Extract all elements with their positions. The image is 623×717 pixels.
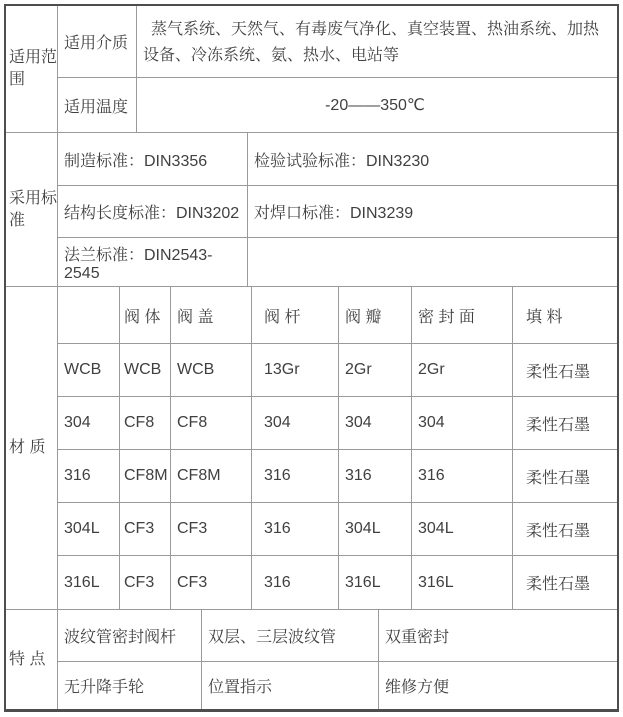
material-cell: CF3 <box>120 503 171 555</box>
material-row-316 <box>58 450 617 503</box>
table-row <box>58 662 617 709</box>
feature-double-seal: 双重密封 <box>385 629 450 646</box>
flange-standard: 法兰标准：DIN2543-2545 <box>58 238 248 286</box>
table-row <box>58 238 617 286</box>
feature-easy-maintenance: 维修方便 <box>385 679 450 696</box>
material-cell: WCB <box>120 344 171 396</box>
applicable-temperature-value: -20——350℃ <box>325 97 425 114</box>
butt-weld-standard: 对焊口标准：DIN3239 <box>254 205 414 222</box>
material-cell: 316 <box>412 450 513 502</box>
structure-length-standard: 结构长度标准：DIN3202 <box>58 186 248 237</box>
material-cell: 304L <box>339 503 412 555</box>
material-row-304 <box>58 397 617 450</box>
applicable-temperature-label: 适用温度 <box>58 78 137 132</box>
applicable-medium-label: 适用介质 <box>58 6 137 77</box>
empty-cell <box>248 238 617 286</box>
material-cell: 316L <box>412 556 513 609</box>
table-row <box>58 78 617 132</box>
material-cell: 304L <box>58 503 120 555</box>
material-cell: WCB <box>58 344 120 396</box>
material-cell: CF8 <box>171 397 252 449</box>
section-materials <box>6 287 617 610</box>
manufacturing-standard: 制造标准：DIN3356 <box>58 133 248 185</box>
material-cell: 柔性石墨 <box>526 576 591 593</box>
inspection-test-standard: 检验试验标准：DIN3230 <box>254 152 430 170</box>
features-section-label: 特 点 <box>6 610 58 709</box>
header-sealing-face: 密 封 面 <box>412 287 513 343</box>
header-valve-stem: 阀 杆 <box>252 287 339 343</box>
material-cell: CF8 <box>120 397 171 449</box>
section-features <box>6 610 617 709</box>
material-cell: 柔性石墨 <box>526 522 591 540</box>
header-grade <box>58 287 120 343</box>
table-row <box>58 186 617 238</box>
feature-position-indicator: 位置指示 <box>202 662 379 709</box>
material-cell: WCB <box>171 344 252 396</box>
table-row <box>58 133 617 186</box>
material-cell: 304L <box>412 503 513 555</box>
material-cell: CF3 <box>120 556 171 609</box>
materials-header-row <box>58 287 617 344</box>
material-cell: CF3 <box>171 556 252 609</box>
header-valve-disc: 阀 瓣 <box>339 287 412 343</box>
material-cell: 316 <box>58 450 120 502</box>
material-cell: CF8M <box>171 450 252 502</box>
table-row <box>58 610 617 662</box>
material-cell: 2Gr <box>412 344 513 396</box>
section-applicable-scope <box>6 6 617 133</box>
material-row-316l <box>58 556 617 609</box>
material-cell: 304 <box>412 397 513 449</box>
feature-bellows-sealed-stem: 波纹管密封阀杆 <box>58 610 202 661</box>
material-row-wcb <box>58 344 617 397</box>
scope-section-label: 适用范围 <box>6 6 58 132</box>
material-cell: 13Gr <box>252 344 339 396</box>
table-row <box>58 6 617 78</box>
material-cell: 316 <box>252 503 339 555</box>
material-cell: CF3 <box>171 503 252 555</box>
material-cell: 柔性石墨 <box>526 469 591 487</box>
materials-section-label: 材 质 <box>6 287 58 609</box>
header-valve-bonnet: 阀 盖 <box>171 287 252 343</box>
material-cell: 316 <box>252 556 339 609</box>
material-cell: 2Gr <box>339 344 412 396</box>
material-cell: 316L <box>58 556 120 609</box>
material-cell: 316L <box>339 556 412 609</box>
section-adopted-standards <box>6 133 617 287</box>
material-cell: 304 <box>58 397 120 449</box>
material-cell: 316 <box>339 450 412 502</box>
material-cell: 316 <box>252 450 339 502</box>
material-cell: 柔性石墨 <box>526 416 591 434</box>
material-cell: 柔性石墨 <box>526 363 591 381</box>
material-cell: 304 <box>252 397 339 449</box>
standards-section-label: 采用标准 <box>6 133 58 286</box>
valve-spec-table <box>4 4 619 712</box>
material-row-304l <box>58 503 617 556</box>
feature-multilayer-bellows: 双层、三层波纹管 <box>202 610 379 661</box>
applicable-medium-value: 蒸气系统、天然气、有毒废气净化、真空装置、热油系统、加热设备、冷冻系统、氨、热水、电站等 <box>143 21 600 64</box>
feature-non-rising-handwheel: 无升降手轮 <box>58 662 202 709</box>
material-cell: CF8M <box>120 450 171 502</box>
header-valve-body: 阀 体 <box>120 287 171 343</box>
material-cell: 304 <box>339 397 412 449</box>
header-packing: 填 料 <box>526 308 563 326</box>
